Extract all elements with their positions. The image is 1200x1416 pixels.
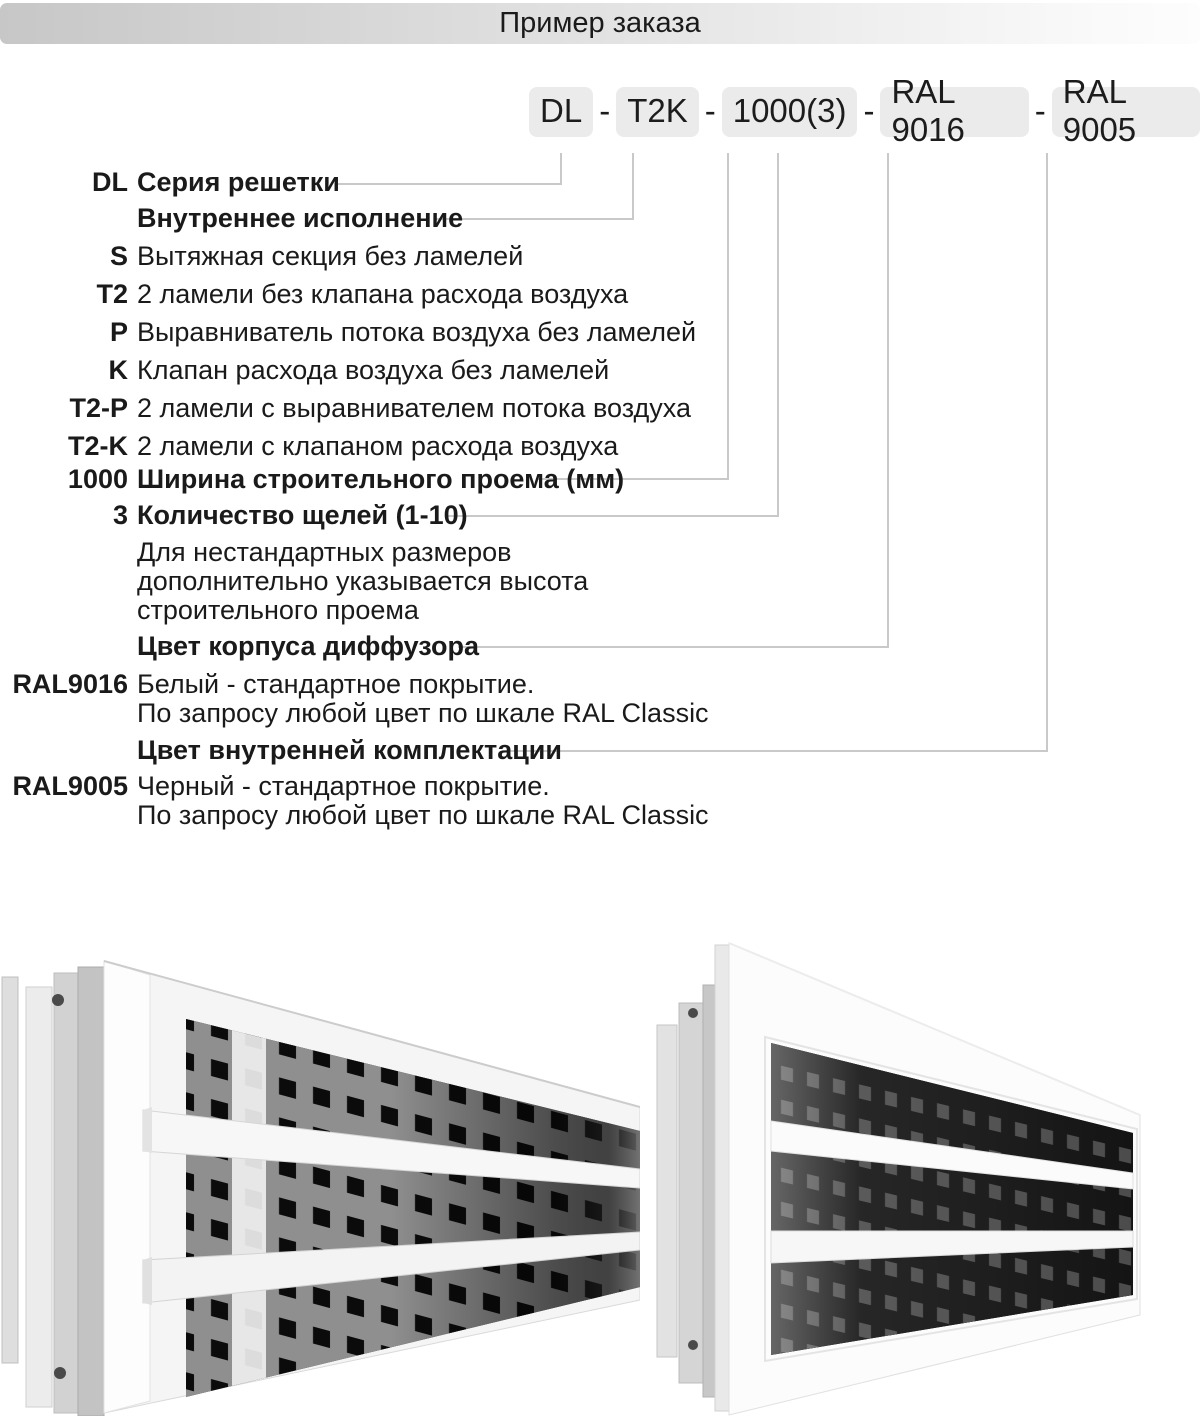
code-segment-inner-type: T2K — [616, 87, 699, 137]
legend-code: P — [109, 317, 128, 347]
legend-code: DL — [92, 167, 128, 197]
code-separator: - — [863, 92, 875, 129]
legend-code: RAL9005 — [12, 771, 128, 801]
code-separator: - — [1034, 92, 1046, 129]
order-code — [529, 73, 1200, 148]
page-title: Пример заказа — [499, 7, 701, 39]
left-product-image — [0, 955, 640, 1416]
legend-code: T2-K — [68, 431, 128, 461]
legend-text: Вытяжная секция без ламелей — [137, 241, 524, 271]
header-bar — [0, 3, 1200, 44]
legend-code: RAL9016 — [12, 669, 128, 699]
legend-text: Клапан расхода воздуха без ламелей — [137, 355, 610, 385]
code-segment-inner-color: RAL 9005 — [1052, 87, 1200, 137]
diffuser-perspective-left-icon — [0, 955, 640, 1416]
legend-code: K — [108, 355, 128, 385]
note-line: Для нестандартных размеров дополнительно указывается высота строительного проема — [137, 537, 589, 625]
legend-text: 2 ламели с клапаном расхода воздуха — [137, 431, 619, 461]
legend-text: Черный - стандартное покрытие. По запросу любой цвет по шкале RAL Classic — [137, 771, 709, 830]
code-separator: - — [704, 92, 716, 129]
legend-code: S — [109, 241, 128, 271]
diffuser-perspective-right-icon — [645, 925, 1200, 1416]
code-segment-series: DL — [529, 87, 593, 137]
right-product-image — [645, 925, 1200, 1416]
legend-text: 2 ламели с выравнивателем потока воздуха — [137, 393, 691, 423]
legend-text: Серия решетки — [137, 167, 340, 197]
legend-text: Внутреннее исполнение — [137, 203, 464, 233]
legend-code: 3 — [112, 500, 128, 530]
legend-text: 2 ламели без клапана расхода воздуха — [137, 279, 629, 309]
code-segment-body-color: RAL 9016 — [880, 87, 1028, 137]
legend-text: Цвет корпуса диффузора — [137, 631, 480, 661]
legend-text: Ширина строительного проема (мм) — [137, 464, 625, 494]
legend-code: T2-P — [69, 393, 128, 423]
code-segment-size: 1000(3) — [722, 87, 858, 137]
legend-code: T2 — [96, 279, 128, 309]
legend-code: 1000 — [67, 464, 128, 494]
legend-text: Выравниватель потока воздуха без ламелей — [137, 317, 697, 347]
legend-text: Количество щелей (1-10) — [137, 500, 468, 530]
code-separator: - — [599, 92, 611, 129]
legend-text: Белый - стандартное покрытие. По запросу любой цвет по шкале RAL Classic — [137, 669, 709, 728]
mounting-brackets — [2, 967, 104, 1416]
legend-text: Цвет внутренней комплектации — [137, 735, 562, 765]
